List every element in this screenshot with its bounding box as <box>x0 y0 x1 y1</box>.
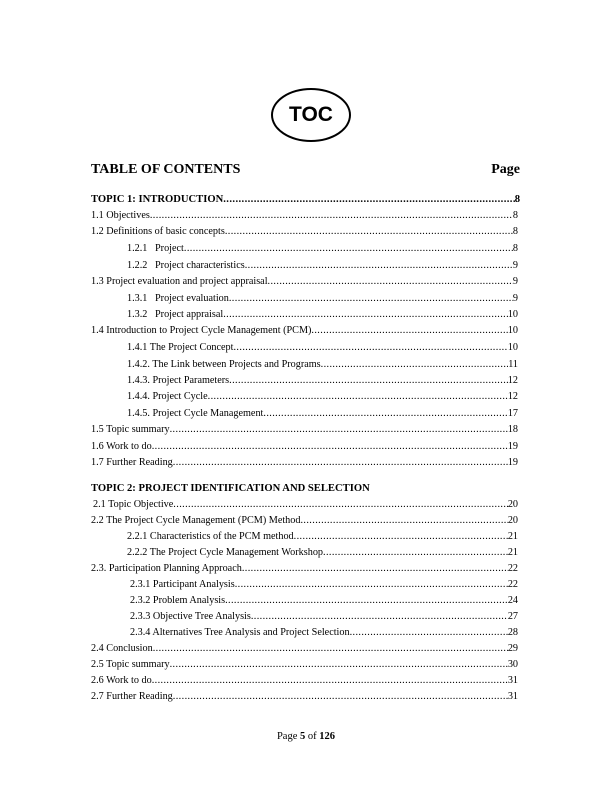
toc-entry-page: 10 <box>507 309 518 320</box>
toc-entry-page: 20 <box>507 515 518 526</box>
toc-entry[interactable] <box>91 689 518 704</box>
toc-entry-page: 17 <box>507 408 518 419</box>
toc-entry-page: 20 <box>507 499 518 510</box>
toc-entry-label: 2.3. Participation Planning Approach <box>91 563 242 574</box>
toc-entry[interactable] <box>127 340 518 355</box>
toc-entry-label: 2.3.1 Participant Analysis <box>130 579 235 590</box>
toc-entry[interactable] <box>130 593 518 608</box>
toc-entry-page: 24 <box>507 595 518 606</box>
toc-entry[interactable] <box>127 241 518 256</box>
toc-entry[interactable] <box>91 439 518 454</box>
toc-entry-page: 8 <box>514 194 520 205</box>
toc-entry[interactable] <box>91 422 518 437</box>
toc-entry-page: 12 <box>507 391 518 402</box>
toc-entry-label: 1.1 Objectives <box>91 210 150 221</box>
toc-entry-topic-1[interactable] <box>91 192 520 207</box>
toc-entry-page: 22 <box>507 579 518 590</box>
toc-entry-page: 8 <box>512 243 518 254</box>
toc-entry[interactable] <box>127 291 518 306</box>
toc-entry-page: 19 <box>507 441 518 452</box>
toc-entry[interactable] <box>91 561 518 576</box>
toc-entry[interactable] <box>127 389 518 404</box>
toc-entry-page: 10 <box>507 325 518 336</box>
toc-entry[interactable] <box>91 513 518 528</box>
footer-of: of <box>307 731 317 742</box>
toc-entry-label: 1.6 Work to do <box>91 441 152 452</box>
toc-entry-page: 21 <box>507 531 518 542</box>
page-column-label: Page <box>491 162 520 177</box>
toc-entry-label: 2.1 Topic Objective <box>93 499 174 510</box>
toc-entry[interactable] <box>91 455 518 470</box>
toc-entry-label: TOPIC 2: PROJECT IDENTIFICATION AND SELECTION <box>91 483 370 494</box>
toc-entry-label: 2.2.2 The Project Cycle Management Workshop <box>127 547 324 558</box>
toc-entry-page: 29 <box>507 643 518 654</box>
toc-entry[interactable] <box>91 208 518 223</box>
toc-entry[interactable] <box>130 625 518 640</box>
toc-entry-page: 9 <box>512 293 518 304</box>
toc-entry[interactable] <box>127 307 518 322</box>
toc-entry-page: 18 <box>507 424 518 435</box>
toc-entry-page: 21 <box>507 547 518 558</box>
toc-entry-label: 2.2.1 Characteristics of the PCM method <box>127 531 294 542</box>
toc-entry-page: 9 <box>512 260 518 271</box>
toc-entry[interactable] <box>91 673 518 688</box>
toc-entry-label: 1.3.1 Project evaluation <box>127 293 229 304</box>
toc-entry-label: 1.4.4. Project Cycle <box>127 391 208 402</box>
toc-entry-page: 10 <box>507 342 518 353</box>
toc-entry[interactable] <box>130 609 518 624</box>
toc-entry-label: 2.3.2 Problem Analysis <box>130 595 226 606</box>
toc-entry[interactable] <box>127 258 518 273</box>
footer-current-page: 5 <box>300 731 306 742</box>
toc-entry-label: 1.2.2 Project characteristics <box>127 260 245 271</box>
toc-entry[interactable] <box>91 657 518 672</box>
toc-entry[interactable] <box>91 224 518 239</box>
toc-entry-page: 8 <box>512 210 518 221</box>
toc-entry-label: 1.2 Definitions of basic concepts <box>91 226 225 237</box>
toc-entry-page: 22 <box>507 563 518 574</box>
toc-entry-label: 1.7 Further Reading <box>91 457 173 468</box>
toc-entry-label: 1.4.1 The Project Concept <box>127 342 234 353</box>
toc-entry-page: 8 <box>512 226 518 237</box>
toc-entry-label: 1.3.2 Project appraisal <box>127 309 224 320</box>
toc-entry-page: 28 <box>507 627 518 638</box>
toc-entry-label: 1.2.1 Project <box>127 243 184 254</box>
toc-entry[interactable] <box>130 577 518 592</box>
toc-entry-label: 2.5 Topic summary <box>91 659 170 670</box>
toc-entry-page: 11 <box>508 359 518 370</box>
toc-entry-label: 1.4.5. Project Cycle Management <box>127 408 264 419</box>
toc-entry-label: 2.3.3 Objective Tree Analysis <box>130 611 251 622</box>
toc-badge-text: TOC <box>289 103 333 126</box>
page-footer <box>0 731 612 742</box>
toc-entry[interactable] <box>91 274 518 289</box>
toc-entry-label: 2.2 The Project Cycle Management (PCM) Method <box>91 515 301 526</box>
toc-entry-label: 2.7 Further Reading <box>91 691 173 702</box>
toc-entry-page: 31 <box>507 675 518 686</box>
toc-entry-label: 1.4.2. The Link between Projects and Programs <box>127 359 321 370</box>
page-title: TABLE OF CONTENTS <box>91 162 241 177</box>
toc-entry[interactable] <box>91 323 518 338</box>
toc-entry-label: TOPIC 1: INTRODUCTION <box>91 194 224 205</box>
toc-entry-label: 2.6 Work to do <box>91 675 152 686</box>
footer-total-pages: 126 <box>319 731 336 742</box>
toc-entry-label: 1.3 Project evaluation and project appraisal <box>91 276 268 287</box>
toc-entry[interactable] <box>127 545 518 560</box>
toc-entry-topic-2[interactable] <box>91 481 518 496</box>
toc-entry[interactable] <box>127 357 518 372</box>
toc-entry-label: 2.4 Conclusion <box>91 643 153 654</box>
footer-page-prefix: Page <box>276 731 298 742</box>
toc-entry-label: 1.4.3. Project Parameters <box>127 375 230 386</box>
toc-entry-page: 27 <box>507 611 518 622</box>
toc-entry-page: 9 <box>512 276 518 287</box>
toc-entry[interactable] <box>93 497 518 512</box>
toc-entry-page: 19 <box>507 457 518 468</box>
toc-entry-page: 12 <box>507 375 518 386</box>
toc-entry[interactable] <box>91 641 518 656</box>
toc-entry-label: 1.4 Introduction to Project Cycle Management (PCM) <box>91 325 312 336</box>
toc-entry[interactable] <box>127 373 518 388</box>
toc-entry-label: 1.5 Topic summary <box>91 424 170 435</box>
toc-entry[interactable] <box>127 529 518 544</box>
toc-entry[interactable] <box>127 406 518 421</box>
toc-entry-page: 30 <box>507 659 518 670</box>
toc-entry-page: 31 <box>507 691 518 702</box>
toc-entry-label: 2.3.4 Alternatives Tree Analysis and Project Selection <box>130 627 350 638</box>
